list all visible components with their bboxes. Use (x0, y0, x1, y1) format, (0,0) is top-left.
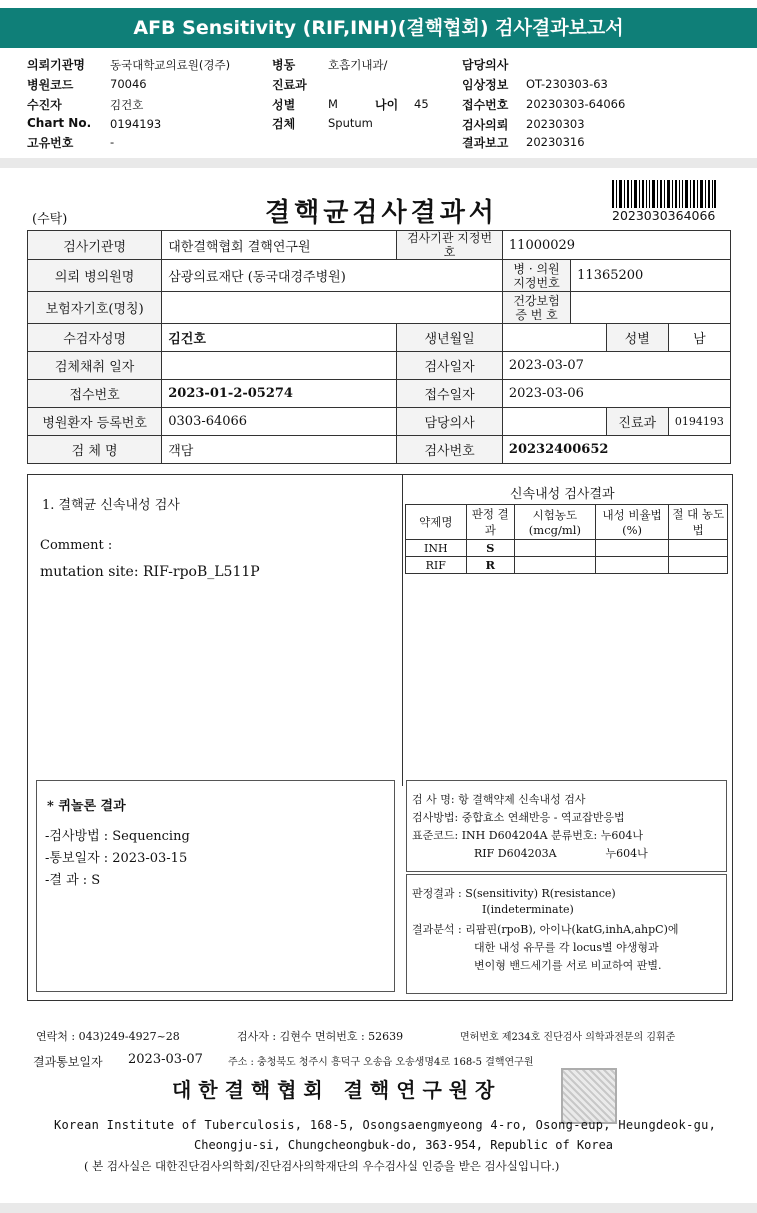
info-value (162, 292, 503, 324)
footer-tester: 검사자 : 김현수 면허번호 : 52639 (237, 1030, 404, 1043)
info-value: 0303-64066 (162, 408, 397, 436)
info-value: 대한결핵협회 결핵연구원 (162, 231, 397, 260)
judge-line: 변이형 밴드세기를 서로 비교하여 판별. (474, 959, 662, 972)
footer-address: 주소 : 충청북도 청주시 흥덕구 오송읍 오송생명4로 168-5 결핵연구원 (228, 1057, 534, 1068)
quinolone-result: -결 과 : S (45, 873, 101, 888)
results-header: 판정 결과 (466, 505, 514, 540)
method-line: 표준코드: INH D604204A 분류번호: 누604나 (412, 829, 643, 842)
info-label: 검 체 명 (28, 436, 162, 464)
footer-notify-label: 결과통보일자 (33, 1055, 103, 1069)
info-value: 남 (668, 324, 730, 352)
info-value: 0194193 (668, 408, 730, 436)
header-label: 진료과 (272, 78, 307, 92)
results-conc (515, 540, 596, 557)
results-ratio (595, 557, 669, 574)
results-header: 약제명 (406, 505, 467, 540)
info-label: 병 · 의원 지정번호 (502, 260, 570, 292)
sensitivity-results-table (405, 504, 728, 574)
header-label: 담당의사 (462, 58, 509, 72)
footer-org: 대 한 결 핵 협 회 결 핵 연 구 원 장 (172, 1078, 495, 1102)
info-value: 김건호 (162, 324, 397, 352)
info-label: 생년월일 (397, 324, 503, 352)
footer-english-2: Cheongju-si, Chungcheongbuk-do, 363-954, Republic of Korea (194, 1138, 614, 1152)
footer-contact: 연락처 : 043)249-4927~28 (36, 1030, 180, 1043)
results-title: 신속내성 검사결과 (510, 487, 615, 502)
info-label: 의뢰 병의원명 (28, 260, 162, 292)
result-document (0, 168, 757, 1203)
results-result: R (466, 557, 514, 574)
header-value: 김건호 (110, 98, 144, 112)
header-label: 성별 (272, 98, 296, 112)
info-value: 11365200 (571, 260, 731, 292)
info-label: 진료과 (606, 408, 668, 436)
header-label: 검사의뢰 (462, 118, 509, 132)
info-label: 보험자기호(명칭) (28, 292, 162, 324)
method-box (406, 780, 727, 872)
header-value: 20230303 (526, 117, 585, 131)
banner (0, 0, 757, 50)
results-abs (669, 557, 728, 574)
seal-icon (561, 1068, 617, 1124)
results-conc (515, 557, 596, 574)
results-drug: RIF (406, 557, 467, 574)
header-value: 45 (414, 97, 429, 111)
results-abs (669, 540, 728, 557)
header-label: 결과보고 (462, 136, 509, 150)
results-drug: INH (406, 540, 467, 557)
method-line: 검 사 명: 항 결핵약제 신속내성 검사 (412, 793, 586, 806)
comment-label: Comment : (40, 538, 113, 553)
quinolone-method: -검사방법 : Sequencing (45, 829, 190, 844)
footer-english-1: Korean Institute of Tuberculosis, 168-5, Osongsaengmyeong 4-ro, Osong-eup, Heungdeok-gu, (54, 1118, 717, 1132)
judgement-box (406, 874, 727, 994)
barcode-number: 2023030364066 (612, 208, 716, 223)
judge-line: 결과분석 : 리팜핀(rpoB), 아이나(katG,inhA,ahpC)에 (412, 923, 679, 936)
report-title: AFB Sensitivity (RIF,INH)(결핵협회) 검사결과보고서 (0, 8, 757, 48)
info-value: 2023-03-07 (502, 352, 730, 380)
quinolone-title: * 퀴놀론 결과 (47, 799, 126, 814)
header-value: Sputum (328, 116, 373, 130)
info-label: 접수번호 (28, 380, 162, 408)
header-label: 고유번호 (27, 136, 74, 150)
header-value: 20230303-64066 (526, 97, 626, 111)
header-value: 호흡기내과/ (328, 58, 388, 72)
info-value (502, 408, 606, 436)
judge-line: 판정결과 : S(sensitivity) R(resistance) (412, 887, 616, 900)
header-value: 동국대학교의료원(경주) (110, 58, 231, 72)
section-title: 1. 결핵균 신속내성 검사 (42, 498, 180, 513)
header-value: OT-230303-63 (526, 77, 608, 91)
info-value (502, 324, 606, 352)
info-value (571, 292, 731, 324)
results-ratio (595, 540, 669, 557)
quinolone-box (36, 780, 395, 992)
results-header: 시험농도 (mcg/ml) (515, 505, 596, 540)
header-label: 수진자 (27, 98, 62, 112)
method-line: 검사방법: 중합효소 연쇄반응 - 역교잡반응법 (412, 811, 625, 824)
header-value: M (328, 97, 338, 111)
judge-line: 대한 내성 유무를 각 locus별 야생형과 (474, 941, 659, 954)
info-value: 삼광의료재단 (동국대경주병원) (162, 260, 503, 292)
header-label: 의뢰기관명 (27, 58, 85, 72)
info-value: 20232400652 (502, 436, 730, 464)
info-label: 건강보험 증 번 호 (502, 292, 570, 324)
header-label: 검체 (272, 117, 296, 131)
results-header: 절 대 농도법 (669, 505, 728, 540)
info-label: 검사일자 (397, 352, 503, 380)
info-value: 2023-03-06 (502, 380, 730, 408)
header-value: 70046 (110, 77, 147, 91)
footer-license: 면허번호 제234호 진단검사 의학과전문의 김휘준 (460, 1032, 676, 1043)
judge-line: I(indeterminate) (482, 903, 574, 916)
info-label: 접수일자 (397, 380, 503, 408)
info-value: 11000029 (502, 231, 730, 260)
info-label: 검사번호 (397, 436, 503, 464)
request-header (0, 50, 757, 158)
header-label: 임상정보 (462, 78, 509, 92)
info-label: 검사기관명 (28, 231, 162, 260)
info-label: 수검자성명 (28, 324, 162, 352)
barcode-icon (612, 180, 716, 208)
info-value (162, 352, 397, 380)
header-value: 0194193 (110, 117, 162, 131)
info-label: 성별 (606, 324, 668, 352)
results-result: S (466, 540, 514, 557)
info-label: 병원환자 등록번호 (28, 408, 162, 436)
footer-certification: ( 본 검사실은 대한진단검사의학회/진단검사의학재단의 우수검사실 인증을 받은 검사실입니다.) (84, 1159, 560, 1173)
info-label: 담당의사 (397, 408, 503, 436)
info-label: 검체채취 일자 (28, 352, 162, 380)
header-label: 병원코드 (27, 78, 74, 92)
header-value: 20230316 (526, 135, 585, 149)
mutation-site: mutation site: RIF-rpoB_L511P (40, 564, 260, 580)
header-label: 병동 (272, 58, 296, 72)
header-label: Chart No. (27, 116, 92, 130)
document-title: 결핵균검사결과서 (265, 198, 498, 228)
footer-notify-date: 2023-03-07 (128, 1052, 203, 1067)
info-value: 객담 (162, 436, 397, 464)
header-label: 접수번호 (462, 98, 509, 112)
consignment-label: (수탁) (32, 212, 68, 227)
header-value: - (110, 135, 115, 149)
patient-info-table (27, 230, 731, 464)
quinolone-date: -통보일자 : 2023-03-15 (45, 851, 188, 866)
info-label: 검사기관 지정번호 (397, 231, 503, 260)
header-label: 나이 (375, 98, 399, 112)
info-value: 2023-01-2-05274 (162, 380, 397, 408)
method-line: RIF D604203A 누604나 (474, 847, 648, 860)
results-header: 내성 비율법(%) (595, 505, 669, 540)
